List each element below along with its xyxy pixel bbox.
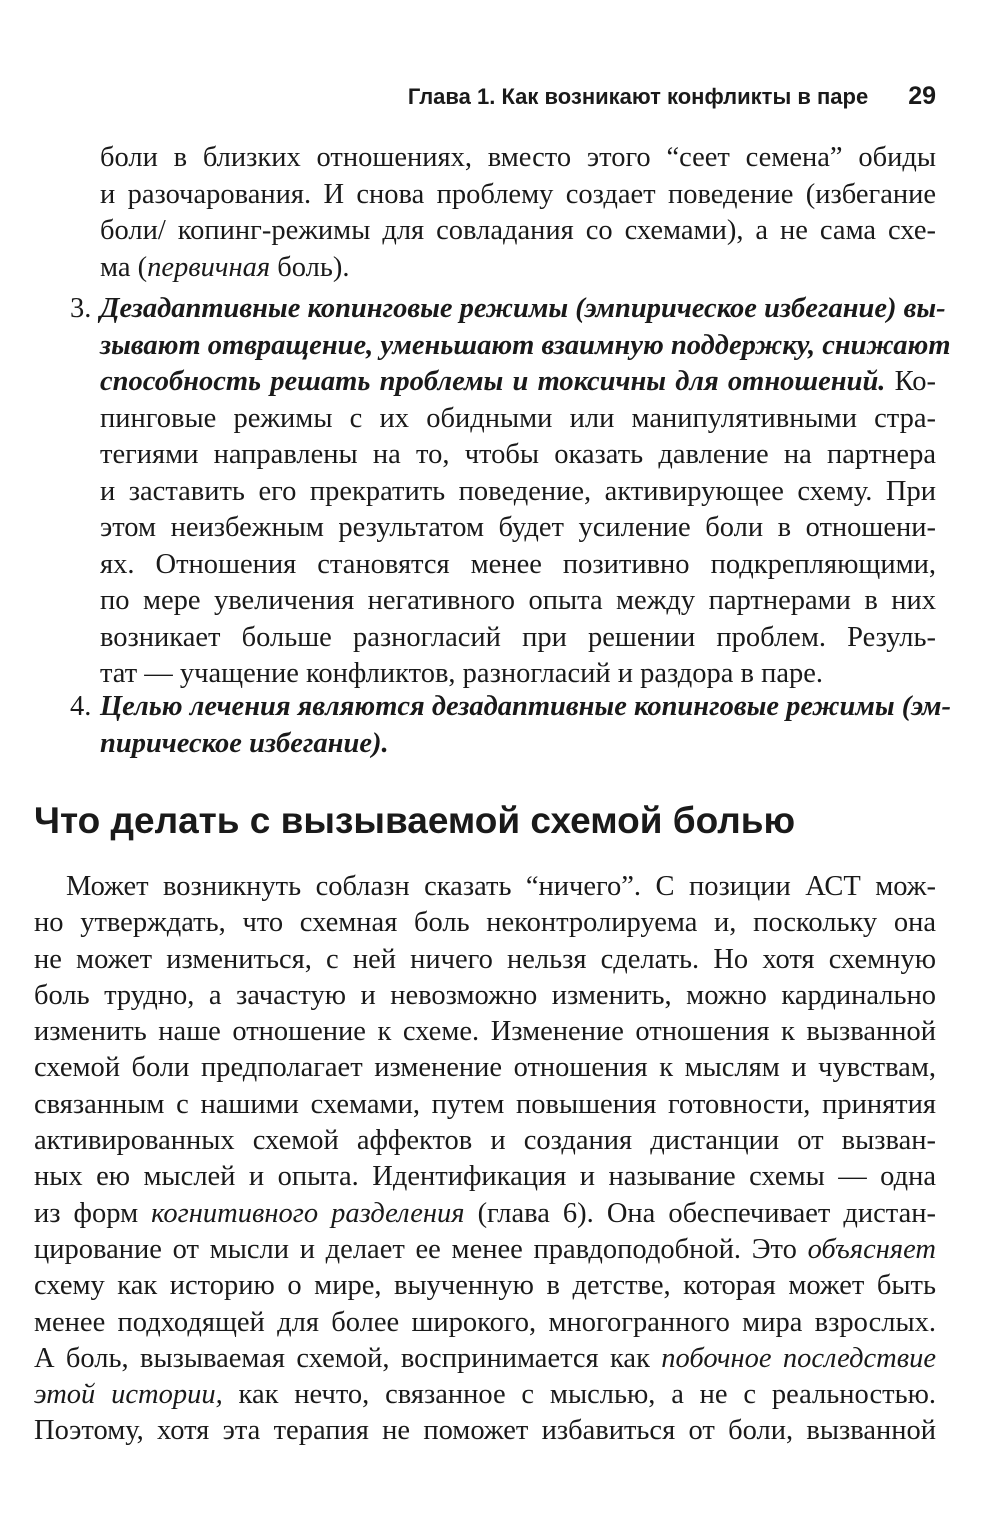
text-line: Дезадаптивные копинговые режимы (эмпирическое избегание) вы- xyxy=(100,293,946,324)
text-line: по мере увеличения негативного опыта между партнерами в них xyxy=(100,585,936,616)
running-header xyxy=(100,82,936,111)
text-line: этой истории, как нечто, связанное с мыслью, а не с реальностью. xyxy=(34,1379,936,1411)
list-item-4 xyxy=(70,689,952,762)
text-line: Целью лечения являются дезадаптивные копинговые режимы (эм- xyxy=(100,691,952,722)
page-number: 29 xyxy=(908,82,936,110)
text-line: возникает больше разногласий при решении проблем. Резуль- xyxy=(100,621,936,653)
section-heading: Что делать с вызываемой схемой болью xyxy=(34,800,796,841)
text-line: пинговые режимы с их обидными или манипулятивными стра- xyxy=(100,402,936,434)
text-line: менее подходящей для более широкого, многогранного мира взрослых. xyxy=(34,1306,936,1338)
text-line: цирование от мысли и делает ее менее правдоподобной. Это объясняет xyxy=(34,1233,936,1265)
text-line: и заставить его прекратить поведение, активирующее схему. При xyxy=(100,475,936,507)
text-line: ных ею мыслей и опыта. Идентификация и называние схемы — одна xyxy=(34,1161,936,1193)
emphasis: первичная xyxy=(147,251,271,283)
text-line: ях. Отношения становятся менее позитивно подкрепляющими, xyxy=(100,548,936,580)
list-item-3 xyxy=(70,291,951,693)
text-line: этом неизбежным результатом будет усиление боли в отношени- xyxy=(100,512,936,543)
text-line: зывают отвращение, уменьшают взаимную поддержку, снижают xyxy=(100,329,951,361)
emphasis: способность решать проблемы и токсичны для отношений. xyxy=(100,366,886,397)
text-line: не может измениться, с ней ничего нельзя сделать. Но хотя схемную xyxy=(34,943,936,975)
text-line: и разочарования. И снова проблему создает поведение (избегание xyxy=(100,178,936,210)
text-line: пирическое избегание). xyxy=(100,727,389,759)
text-line: боли/ копинг-режимы для совладания со схемами), а не сама схе- xyxy=(100,215,936,246)
text-line: Поэтому, хотя эта терапия не поможет избавиться от боли, вызванной xyxy=(34,1415,936,1447)
text-line: тат — учащение конфликтов, разногласий и раздора в паре. xyxy=(100,658,824,689)
list-number: 4. xyxy=(70,691,92,722)
text-line: изменить наше отношение к схеме. Изменение отношения к вызванной xyxy=(34,1016,936,1048)
text-line: способность решать проблемы и токсичны для отношений. Ко- xyxy=(100,366,936,397)
text-line: Может возникнуть соблазн сказать “ничего”. С позиции АСТ мож- xyxy=(66,871,936,902)
list-number: 3. xyxy=(70,293,92,324)
text-line: активированных схемой аффектов и создания дистанции от вызван- xyxy=(34,1125,936,1157)
text-line: схемой боли предполагает изменение отношения к мыслям и чувствам, xyxy=(34,1052,936,1084)
intro-paragraph xyxy=(100,140,936,286)
text-line: боль трудно, а зачастую и невозможно изменить, можно кардинально xyxy=(34,979,936,1011)
text-line: связанным с нашими схемами, путем повышения готовности, принятия xyxy=(34,1088,936,1120)
text-line: из форм когнитивного разделения (глава 6). Она обеспечивает дистан- xyxy=(34,1197,936,1229)
emphasis: объясняет xyxy=(807,1233,936,1265)
emphasis: побочное последствие xyxy=(661,1342,936,1374)
text-line: ма (первичная боль). xyxy=(100,251,350,283)
emphasis: когнитивного разделения xyxy=(151,1197,465,1229)
emphasis: этой истории, xyxy=(34,1379,223,1411)
chapter-title: Глава 1. Как возникают конфликты в паре xyxy=(407,84,869,109)
text-line: тегиями направлены на то, чтобы оказать давление на партнера xyxy=(100,439,936,470)
text-line: но утверждать, что схемная боль неконтролируема и, поскольку она xyxy=(34,907,936,939)
text-line: боли в близких отношениях, вместо этого “сеет семена” обиды xyxy=(100,142,936,173)
text-line: схему как историю о мире, выученную в детстве, которая может быть xyxy=(34,1270,936,1302)
text-line: А боль, вызываемая схемой, воспринимается как побочное последствие xyxy=(34,1342,936,1374)
body-paragraph xyxy=(34,869,936,1450)
